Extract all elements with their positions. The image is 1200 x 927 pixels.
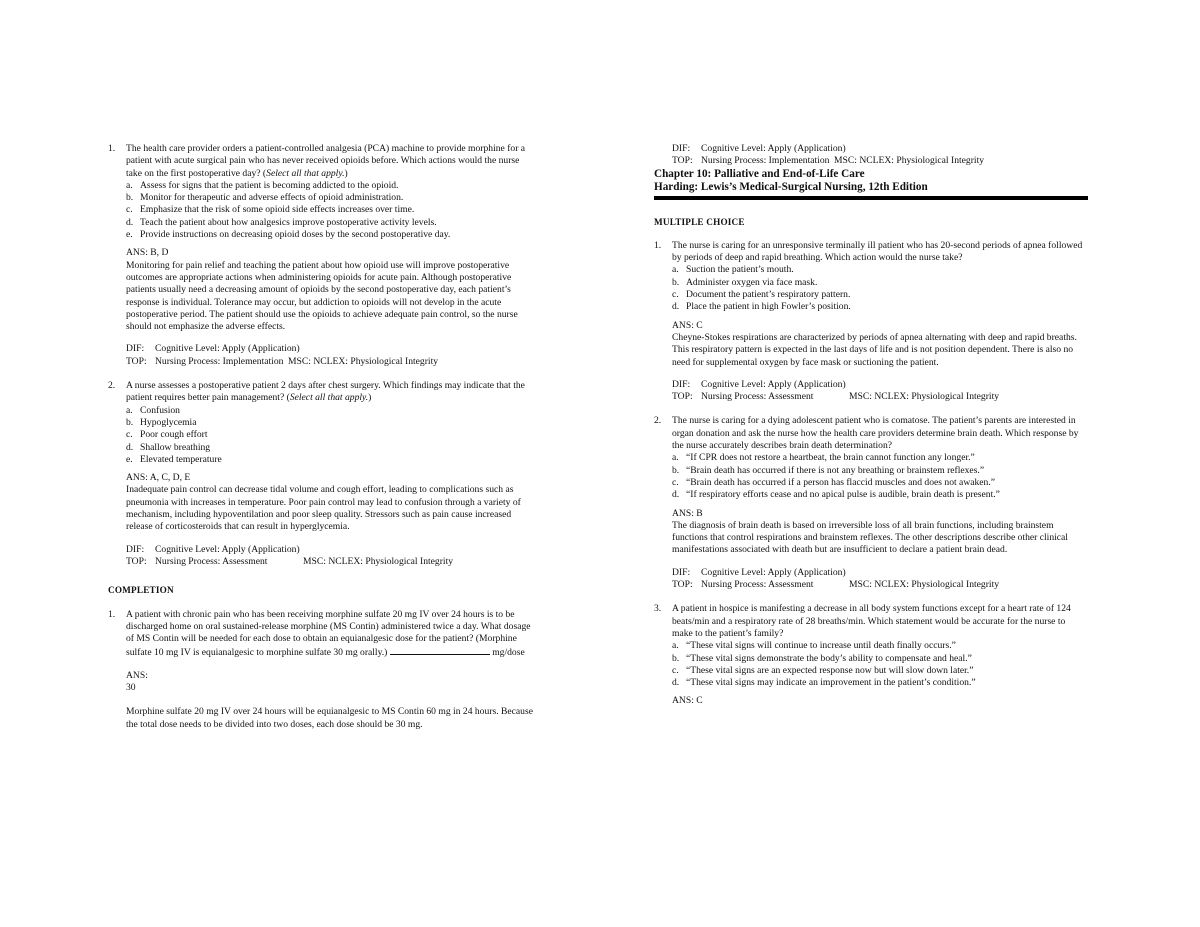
top-row: TOP: Nursing Process: Assessment MSC: NCLEX: Physiological Integrity <box>672 579 1000 591</box>
chapter-title: Chapter 10: Palliative and End-of-Life Care <box>654 167 865 180</box>
question-body <box>672 603 1088 689</box>
question-body <box>126 380 534 466</box>
answer-blank <box>390 645 490 655</box>
option-d: d. Teach the patient about how analgesics improve postoperative activity levels. <box>126 216 437 228</box>
question-stem: The nurse is caring for a dying adolescent patient who is comatose. The patient’s parents are interested in organ donation and ask the nurse how the health care providers determine brain death. Which response by the nurse accurately describes brain death determination? <box>672 415 1079 452</box>
question-number: 1. <box>654 239 662 251</box>
answer: ANS: C <box>672 319 703 331</box>
option-a: a. Suction the patient’s mouth. <box>672 264 794 276</box>
answer: ANS: A, C, D, E <box>126 472 191 484</box>
book-title: Harding: Lewis’s Medical-Surgical Nursing, 12th Edition <box>654 180 928 193</box>
answer-value: 30 <box>126 681 136 693</box>
option-d: d. “These vital signs may indicate an improvement in the patient’s condition.” <box>672 677 976 689</box>
option-b: b. “Brain death has occurred if there is not any breathing or brainstem reflexes.” <box>672 464 985 476</box>
question-stem: The nurse is caring for an unresponsive terminally ill patient who has 20-second periods of apnea followed by periods of deep and rapid breathing. Which action would the nurse take? <box>672 239 1083 264</box>
option-a: a. Assess for signs that the patient is becoming addicted to the opioid. <box>126 179 399 191</box>
question-body <box>672 415 1088 501</box>
section-heading-completion: COMPLETION <box>108 585 174 596</box>
top-row: TOP: Nursing Process: Assessment MSC: NCLEX: Physiological Integrity <box>672 391 1000 403</box>
option-d: d. Shallow breathing <box>126 441 211 453</box>
dif-row: DIF: Cognitive Level: Apply (Application) <box>672 566 846 578</box>
dif-row: DIF: Cognitive Level: Apply (Application) <box>672 143 846 154</box>
question-stem: A patient with chronic pain who has been receiving morphine sulfate 20 mg IV over 24 hours is to be discharged home on oral sustained-release morphine (MS Contin) administered twice a day. What dosage of MS Contin will be needed for each dose to obtain an equianalgesic dose for the patient? (Morphine sulfate 10 mg IV is equianalgesic to morphine sulfate 30 mg orally.) <box>126 608 531 659</box>
answer-label: ANS: <box>126 669 148 681</box>
dif-row: DIF: Cognitive Level: Apply (Application) <box>126 543 300 555</box>
question-stem: A nurse assesses a postoperative patient 2 days after chest surgery. Which findings may indicate that the patient requires better pain management? (Select all that apply.) <box>126 380 525 404</box>
answer: ANS: C <box>672 695 703 707</box>
question-number: 1. <box>108 608 116 620</box>
top-row: TOP: Nursing Process: Assessment MSC: NCLEX: Physiological Integrity <box>126 555 454 567</box>
option-e: e. Provide instructions on decreasing opioid doses by the second postoperative day. <box>126 229 451 241</box>
option-a: a. Confusion <box>126 404 180 416</box>
question-stem: A patient in hospice is manifesting a decrease in all body system functions except for a heart rate of 124 beats/min and a respiratory rate of 28 breaths/min. Which statement would be accurate for the nurse to make to the patient’s family? <box>672 603 1071 639</box>
right-column <box>654 143 1088 708</box>
option-d: d. “If respiratory efforts cease and no apical pulse is audible, brain death is present.” <box>672 489 1000 501</box>
rationale: Cheyne-Stokes respirations are characterized by periods of apnea alternating with deep and rapid breaths. This respiratory pattern is expected in the last days of life and is not position dependent. There is also no need for supplemental oxygen by face mask or suctioning the patient. <box>672 331 1077 368</box>
question-stem: The health care provider orders a patient-controlled analgesia (PCA) machine to provide morphine for a patient with acute surgical pain who has never received opioids before. Which actions would the nurse take on the first postoperative day? (Select all that apply.) <box>126 143 526 179</box>
option-c: c. Document the patient’s respiratory pattern. <box>672 289 851 301</box>
option-d: d. Place the patient in high Fowler’s position. <box>672 301 851 313</box>
option-b: b. Hypoglycemia <box>126 416 197 428</box>
option-c: c. “These vital signs are an expected response now but will slow down later.” <box>672 664 974 676</box>
question-number: 1. <box>108 143 116 154</box>
section-heading-multiple-choice: MULTIPLE CHOICE <box>654 216 745 227</box>
question-1 <box>654 240 1088 314</box>
option-b: b. “These vital signs demonstrate the body’s ability to compensate and heal.” <box>672 652 972 664</box>
top-row: TOP: Nursing Process: Implementation MSC: NCLEX: Physiological Integrity <box>126 355 439 367</box>
option-b: b. Monitor for therapeutic and adverse effects of opioid administration. <box>126 192 404 204</box>
option-c: c. Poor cough effort <box>126 429 208 441</box>
answer: ANS: B <box>672 507 703 519</box>
question-body <box>126 609 534 660</box>
left-column <box>108 143 534 731</box>
question-body <box>672 240 1088 314</box>
rationale: Monitoring for pain relief and teaching the patient about how opioid use will improve postoperative outcomes are appropriate actions when administering opioids for acute pain. Although postoperative patients usually need a decreasing amount of opioids by the second postoperative day, each patient’s response is individual. Tolerance may occur, but addiction to opioids will not develop in the acute postoperative period. The patient should use the opioids to achieve adequate pain control, so the nurse should not emphasize the adverse effects. <box>126 259 518 333</box>
rationale: The diagnosis of brain death is based on irreversible loss of all brain functions, including brainstem functions that control respirations and brainstem reflexes. The other descriptions describe other clinical manifestations associated with death but are insufficient to declare a patient brain dead. <box>672 519 1068 556</box>
question-1 <box>108 143 534 241</box>
rationale: Morphine sulfate 20 mg IV over 24 hours will be equianalgesic to MS Contin 60 mg in 24 hours. Because the total dose needs to be divided into two doses, each dose should be 30 mg. <box>126 706 533 730</box>
top-row: TOP: Nursing Process: Implementation MSC: NCLEX: Physiological Integrity <box>672 155 985 167</box>
question-number: 2. <box>108 380 116 392</box>
answer-unit: mg/dose <box>492 647 525 659</box>
answer: ANS: B, D <box>126 247 169 259</box>
option-a: a. “These vital signs will continue to increase until death finally occurs.” <box>672 640 956 652</box>
question-number: 2. <box>654 415 662 427</box>
question-3 <box>654 603 1088 689</box>
question-2 <box>654 415 1088 501</box>
option-c: c. Emphasize that the risk of some opioid side effects increases over time. <box>126 204 415 216</box>
dif-row: DIF: Cognitive Level: Apply (Application) <box>672 378 846 390</box>
option-c: c. “Brain death has occurred if a person has flaccid muscles and does not awaken.” <box>672 476 996 488</box>
question-number: 3. <box>654 603 662 615</box>
option-b: b. Administer oxygen via face mask. <box>672 276 818 288</box>
option-a: a. “If CPR does not restore a heartbeat, the brain cannot function any longer.” <box>672 452 975 464</box>
rationale: Inadequate pain control can decrease tidal volume and cough effort, leading to complications such as pneumonia with increases in temperature. Poor pain control may lead to confusion through a variety of mechanism, including hypoventilation and poor sleep quality. Stressors such as pain cause increased release of corticosteroids that can result in hyperglycemia. <box>126 484 521 533</box>
question-body <box>126 143 534 241</box>
dif-row: DIF: Cognitive Level: Apply (Application) <box>126 343 300 355</box>
question-2 <box>108 380 534 466</box>
option-e: e. Elevated temperature <box>126 453 222 465</box>
completion-question-1 <box>108 609 534 660</box>
